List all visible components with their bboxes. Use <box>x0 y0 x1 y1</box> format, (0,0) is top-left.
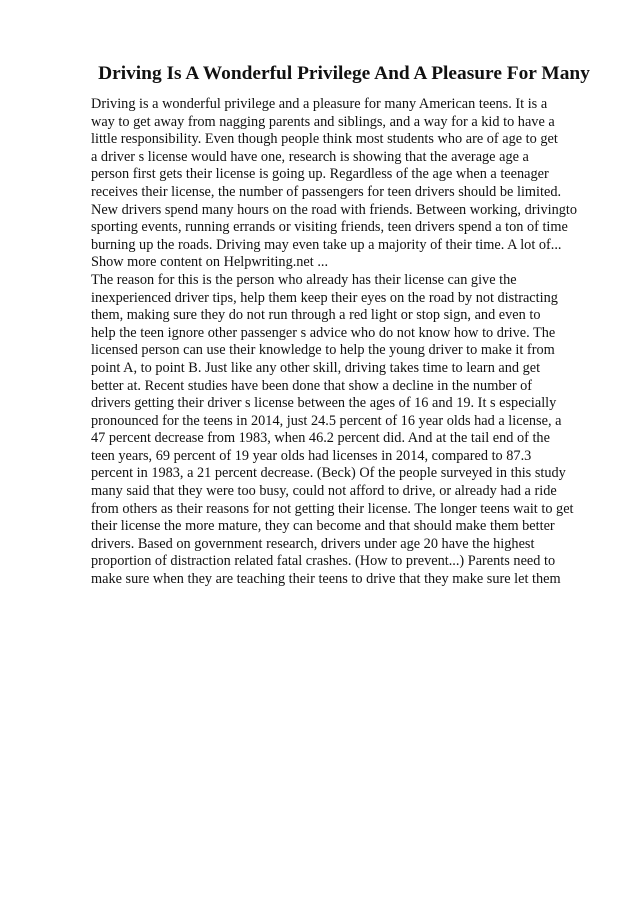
text-line: make sure when they are teaching their teens to drive that they make sure let them <box>91 571 561 588</box>
text-line: little responsibility. Even though people think most students who are of age to get <box>91 131 558 148</box>
text-line: them, making sure they do not run through a red light or stop sign, and even to <box>91 307 541 324</box>
text-line: many said that they were too busy, could not afford to drive, or already had a ride <box>91 483 557 500</box>
text-line: a driver s license would have one, research is showing that the average age a <box>91 148 529 165</box>
text-line: proportion of distraction related fatal crashes. (How to prevent...) Parents need to <box>91 553 556 570</box>
page-title: Driving Is A Wonderful Privilege And A Pleasure For Many <box>98 63 590 84</box>
text-line: 47 percent decrease from 1983, when 46.2 percent did. And at the tail end of the <box>91 430 550 447</box>
text-line: their license the more mature, they can become and that should make them better <box>91 518 555 535</box>
text-line: help the teen ignore other passenger s advice who do not know how to drive. The <box>91 324 556 341</box>
text-line: better at. Recent studies have been done that show a decline in the number of <box>91 377 533 394</box>
text-line: inexperienced driver tips, help them keep their eyes on the road by not distracting <box>91 289 558 306</box>
text-line: from others as their reasons for not getting their license. The longer teens wait to get <box>91 500 574 517</box>
text-line: teen years, 69 percent of 19 year olds had licenses in 2014, compared to 87.3 <box>91 447 532 464</box>
text-line: burning up the roads. Driving may even take up a majority of their time. A lot of... <box>91 236 562 253</box>
text-line: receives their license, the number of passengers for teen drivers should be limited. <box>91 183 562 200</box>
text-line: drivers getting their driver s license between the ages of 16 and 19. It s especially <box>91 395 557 412</box>
text-line: percent in 1983, a 21 percent decrease. (Beck) Of the people surveyed in this study <box>91 465 566 482</box>
text-line: licensed person can use their knowledge to help the young driver to make it from <box>91 342 555 359</box>
text-line: New drivers spend many hours on the road with friends. Between working, drivingto <box>91 201 577 218</box>
text-line: sporting events, running errands or visiting friends, teen drivers spend a ton of time <box>91 219 568 236</box>
text-line: Driving is a wonderful privilege and a pleasure for many American teens. It is a <box>91 96 548 112</box>
text-line: The reason for this is the person who already has their license can give the <box>91 271 517 288</box>
text-line: way to get away from nagging parents and siblings, and a way for a kid to have a <box>91 113 555 130</box>
text-line: pronounced for the teens in 2014, just 24.5 percent of 16 year olds had a license, a <box>91 412 562 429</box>
show-more-link[interactable]: Show more content on Helpwriting.net ... <box>91 254 329 271</box>
document-body <box>91 96 577 589</box>
text-line: point A, to point B. Just like any other skill, driving takes time to learn and get <box>91 359 541 376</box>
text-line: person first gets their license is going up. Regardless of the age when a teenager <box>91 166 549 183</box>
text-line: drivers. Based on government research, drivers under age 20 have the highest <box>91 535 535 552</box>
